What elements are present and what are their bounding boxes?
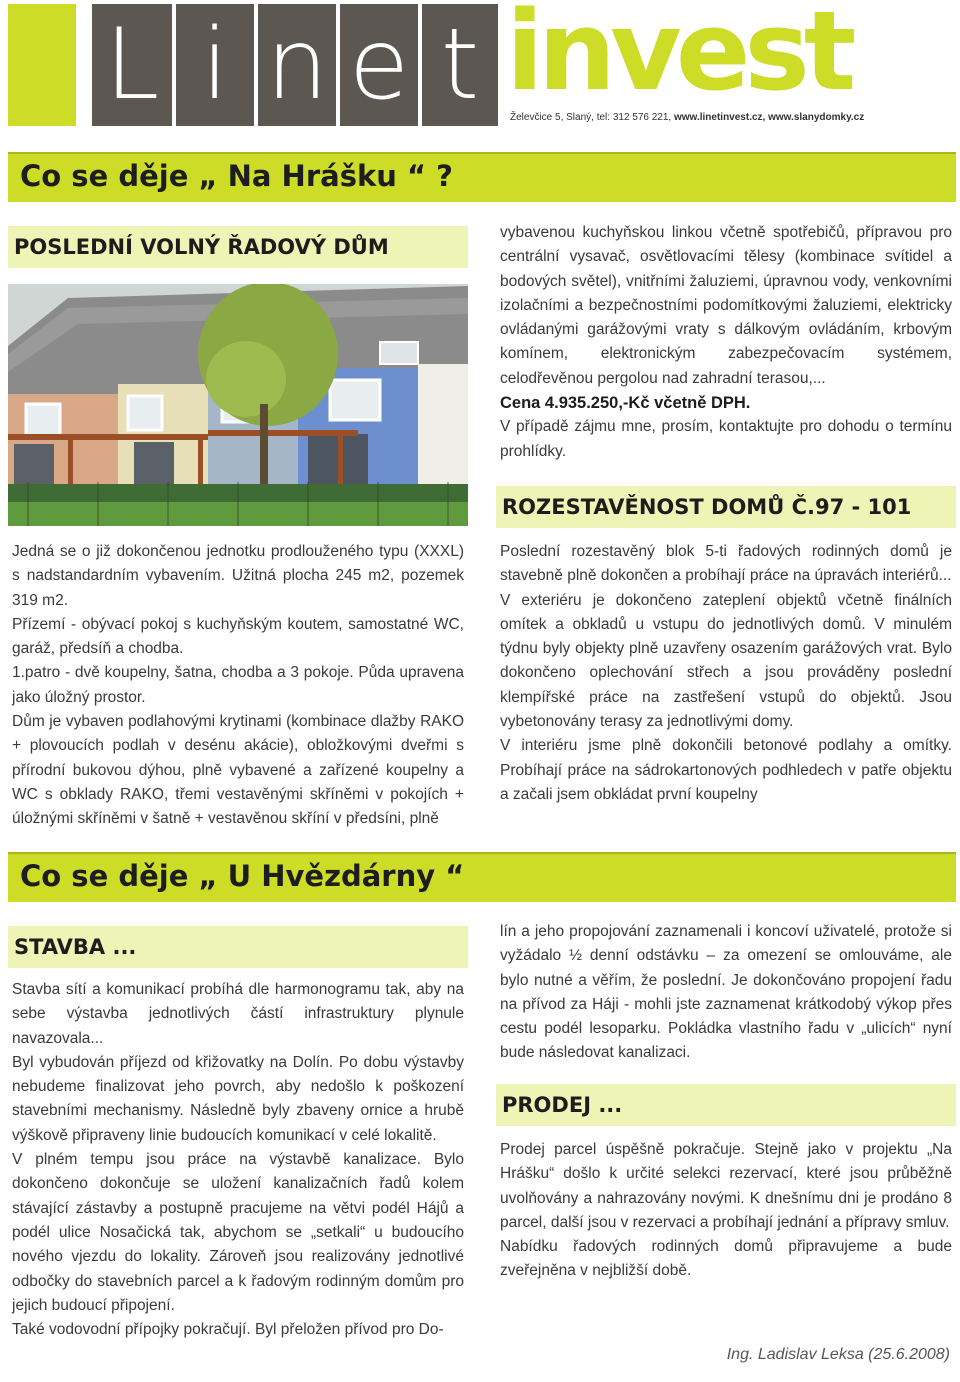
paragraph: Byl vybudován příjezd od křižovatky na Dolín. Po dobu výstavby nebudeme finalizovat jeho povrch, aby nedošlo k poškození stavebními mechanismy. Následně byly zbaveny ornice a hrubě výškově připraveny linie budoucích komunikací v celé lokalitě. [12, 1053, 464, 1144]
logo-invest-wordmark: invest [506, 0, 851, 115]
paragraph: V exteriéru je dokončeno zateplení objektů včetně finálních omítek a obkladů u vstupu do jednotlivých domů. V minulém týdnu byly objekty plně uzavřeny osazením garážových vrat. Bylo dokončeno oplechování střech a jsou prováděny poslední klempířské práce na zastřešení vstupů do objektů. Jsou vybetonovány terasy za jednotlivými domy. [500, 591, 952, 731]
paragraph: 1.patro - dvě koupelny, šatna, chodba a 3 pokoje. Půda upravena jako úložný prostor. [12, 664, 464, 706]
stavba-text [12, 978, 464, 1342]
logo-letter-l: L [92, 4, 172, 126]
contact-websites: www.linetinvest.cz, www.slanydomky.cz [674, 112, 865, 123]
paragraph: Stavba sítí a komunikací probíhá dle harmonogramu tak, aby na sebe výstavba jednotlivých částí infrastruktury plynule navazovala... [12, 981, 464, 1047]
stavba-continued-text [500, 920, 952, 1066]
paragraph: Přízemí - obývací pokoj s kuchyňským koutem, samostatné WC, garáž, předsíň a chodba. [12, 615, 464, 658]
hrasku-right-text [500, 221, 952, 464]
paragraph: Prodej parcel úspěšně pokračuje. Stejně jako v projektu „Na Hrášku“ došlo k určité selekci rezervací, které jsou průběžně uvolňovány a nahrazovány novými. K dnešnímu dni je prodáno 8 parcel, další jsou v rezervaci a probíhají jednání a přípravy smluv. [500, 1141, 952, 1231]
subheading-rozestavenost [496, 486, 956, 528]
subheading-text: STAVBA ... [14, 935, 137, 959]
prodej-text [500, 1138, 952, 1284]
paragraph: vybavenou kuchyňskou linkou včetně spotřebičů, přípravou pro centrální vysavač, osvětlovacími tělesy (kombinace svítidel a bodových světel), vnitřními žaluziemi, úpravnou vody, venkovními izolačními a bezpečnostními podomítkovými žaluziemi, elektricky ovládanými garážovými vraty s dálkovým ovládáním, krbovým komínem, elektronickým zabezpečovacím systémem, celodřevěnou pergolou nad zahradní terasou,... [500, 224, 952, 387]
section-title: Co se děje „ Na Hrášku “ ? [20, 159, 453, 193]
hrasku-left-text [12, 540, 464, 832]
price-line: Cena 4.935.250,-Kč včetně DPH. [500, 394, 751, 413]
paragraph: Jedná se o již dokončenou jednotku prodlouženého typu (XXXL) s nadstandardním vybavením. Užitná plocha 245 m2, pozemek 319 m2. [12, 543, 464, 609]
paragraph: Nabídku řadových rodinných domů připravujeme a bude zveřejněna v nejbližší době. [500, 1238, 952, 1280]
masthead [8, 0, 956, 126]
logo-letter-t: t [422, 4, 498, 126]
row-houses-illustration [8, 284, 468, 526]
section-title: Co se děje „ U Hvězdárny “ [20, 859, 465, 893]
contact-line [510, 112, 864, 123]
logo-letter-e: e [340, 4, 418, 126]
subheading-posledni-volny-dum [8, 226, 468, 268]
contact-address: Želevčice 5, Slaný, tel: 312 576 221, [510, 112, 672, 123]
paragraph: Také vodovodní přípojky pokračují. Byl přeložen přívod pro Do- [12, 1321, 444, 1339]
paragraph: lín a jeho propojování zaznamenali i koncoví uživatelé, protože si vyžádalo ½ denní odstávku – za omezení se omlouváme, ale bylo nutné a věřím, že poslední. Je dokončováno propojení řadu na přívod za Háji - mohli jste zaznamenat krátkodobý výkop přes cestu podél lesoparku. Pokládka vlastního řadu v „ulicích“ nyní bude následovat kanalizaci. [500, 923, 952, 1062]
row-houses-photo [8, 284, 468, 526]
rozestavenost-text [500, 540, 952, 807]
author-signature: Ing. Ladislav Leksa (25.6.2008) [726, 1346, 950, 1363]
paragraph: V interiéru jsme plně dokončili betonové podlahy a omítky. Probíhají práce na sádrokartonových podhledech v patře objektu a začali jsem obkládat první koupelny [500, 737, 952, 803]
section-title-bar-u-hvezdarny [8, 852, 956, 902]
logo-letter-i: i [176, 4, 254, 126]
paragraph: Dům je vybaven podlahovými krytinami (kombinace dlažby RAKO + plovoucích podlah v desénu akácie), obložkovými dveřmi s přírodní bukovou dýhou, plně vybavené a zařízené koupelny a WC s obklady RAKO, třemi vestavěnými skříněmi v pokojích + úložnými skříněmi v šatně + vestavěnou skříní v předsíni, plně [12, 713, 464, 828]
paragraph: V plném tempu jsou práce na výstavbě kanalizace. Bylo dokončeno dokončuje se uložení kanalizačních řadů kolem stávající zástavby a postupně pracujeme na větvi podél Hájů a podél ulice Nosačická tak, abychom se „setkali“ u budoucího nového vjezdu do lokality. Zároveň jsou realizovány jednotlivé odbočky do stavebních parcel a k řadovým rodinným domům pro jejich budoucí připojení. [12, 1151, 464, 1314]
paragraph: Poslední rozestavěný blok 5-ti řadových rodinných domů je stavebně plně dokončen a probíhají práce na úpravách interiérů... [500, 543, 952, 585]
subheading-text: PRODEJ ... [502, 1093, 623, 1117]
subheading-prodej [496, 1084, 956, 1126]
logo-letter-n: n [258, 4, 336, 126]
subheading-text: ROZESTAVĚNOST DOMŮ Č.97 - 101 [502, 495, 912, 519]
subheading-stavba [8, 926, 468, 968]
logo-green-bar [8, 4, 76, 126]
section-title-bar-na-hrasku [8, 152, 956, 202]
subheading-text: POSLEDNÍ VOLNÝ ŘADOVÝ DŮM [14, 235, 389, 259]
paragraph: V případě zájmu mne, prosím, kontaktujte pro dohodu o termínu prohlídky. [500, 418, 952, 460]
